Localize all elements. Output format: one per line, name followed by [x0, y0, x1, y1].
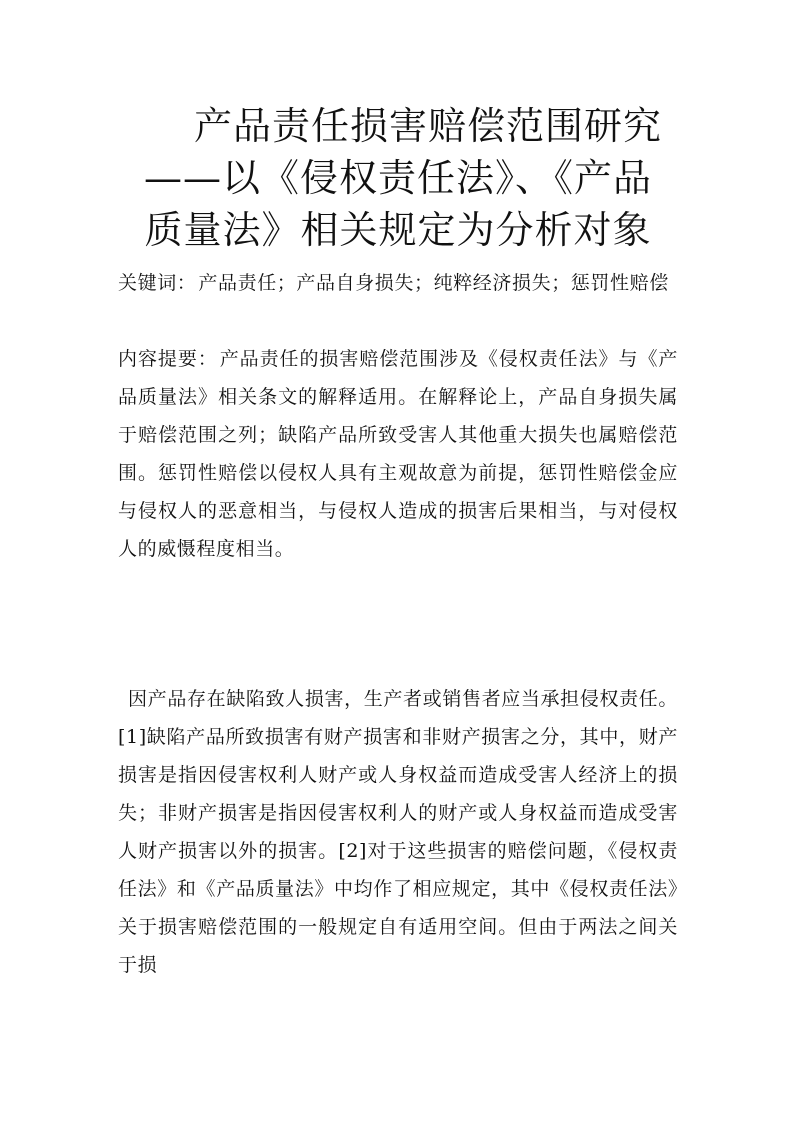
keywords-section — [118, 264, 678, 302]
abstract-section — [118, 340, 678, 568]
keywords-text: 产品责任；产品自身损失；纯粹经济损失；惩罚性赔偿 — [198, 272, 669, 294]
body-paragraph — [118, 680, 678, 984]
document-title — [118, 100, 678, 256]
abstract-label: 内容提要： — [118, 348, 218, 370]
title-line-1: 产品责任损害赔偿范围研究 — [194, 104, 663, 148]
body-paragraph-text: 因产品存在缺陷致人损害，生产者或销售者应当承担侵权责任。[1]缺陷产品所致损害有财产损害和非财产损害之分，其中，财产损害是指因侵害权利人财产或人身权益而造成受害人经济上的损失；非财产损害是指因侵害权利人的财产或人身权益而造成受害人财产损害以外的损害。[2]对于这些损害的赔偿问题，《侵权责任法》和《产品质量法》中均作了相应规定，其中《侵权责任法》关于损害赔偿范围的一般规定自有适用空间。但由于两法之间关于损 — [118, 688, 678, 976]
title-line-2: ——以《侵权责任法》、《产品 — [143, 156, 652, 200]
keywords-label: 关键词： — [118, 272, 197, 294]
title-line-3: 质量法》相关规定为分析对象 — [144, 208, 652, 252]
abstract-text: 产品责任的损害赔偿范围涉及《侵权责任法》与《产品质量法》相关条文的解释适用。在解释论上，产品自身损失属于赔偿范围之列；缺陷产品所致受害人其他重大损失也属赔偿范围。惩罚性赔偿以侵权人具有主观故意为前提，惩罚性赔偿金应与侵权人的恶意相当，与侵权人造成的损害后果相当，与对侵权人的威慑程度相当。 — [118, 348, 678, 560]
